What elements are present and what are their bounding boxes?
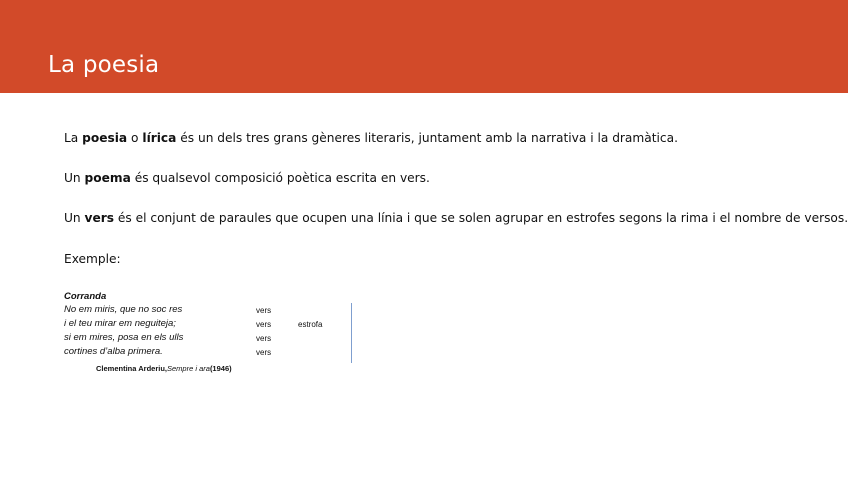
poem-line-3: si em mires, posa en els ulls	[64, 332, 184, 343]
title-bar	[0, 0, 848, 93]
text: Un	[64, 171, 85, 185]
estrofa-bracket-line	[351, 303, 352, 363]
paragraph-vers-definition	[64, 211, 848, 225]
vers-label-2: vers	[256, 320, 272, 329]
poem-title: Corranda	[64, 291, 107, 302]
paragraph-poema-definition	[64, 171, 430, 185]
term-vers: vers	[84, 211, 115, 225]
term-poema: poema	[84, 171, 131, 185]
poem-line-4: cortines d’alba primera.	[64, 346, 163, 357]
text: La	[64, 131, 83, 145]
vers-label-3: vers	[256, 334, 272, 343]
text: és qualsevol composició poètica escrita en vers.	[130, 171, 430, 185]
poem-line-1: No em miris, que no soc res	[64, 304, 183, 315]
text: Un	[64, 211, 85, 225]
example-heading: Exemple:	[64, 252, 121, 266]
poem-line-2: i el teu mirar em neguiteja;	[64, 318, 176, 329]
paragraph-poesia-definition	[64, 131, 678, 145]
text: és el conjunt de paraules que ocupen una línia i que se solen agrupar en estrofes segons la rima i el nombre de versos.	[114, 211, 848, 225]
slide-title: La poesia	[48, 52, 160, 78]
text: és un dels tres grans gèneres literaris, juntament amb la narrativa i la dramàtica.	[176, 131, 678, 145]
poem-book: Sempre i ara	[167, 364, 210, 373]
text: o	[127, 131, 143, 145]
poem-credit	[96, 364, 232, 373]
term-lirica: lírica	[142, 131, 177, 145]
term-poesia: poesia	[82, 131, 128, 145]
poem-author: Clementina Arderiu,	[96, 364, 167, 373]
vers-label-1: vers	[256, 306, 272, 315]
poem-year: (1946)	[209, 364, 232, 373]
estrofa-label: estrofa	[298, 320, 323, 329]
vers-label-4: vers	[256, 348, 272, 357]
